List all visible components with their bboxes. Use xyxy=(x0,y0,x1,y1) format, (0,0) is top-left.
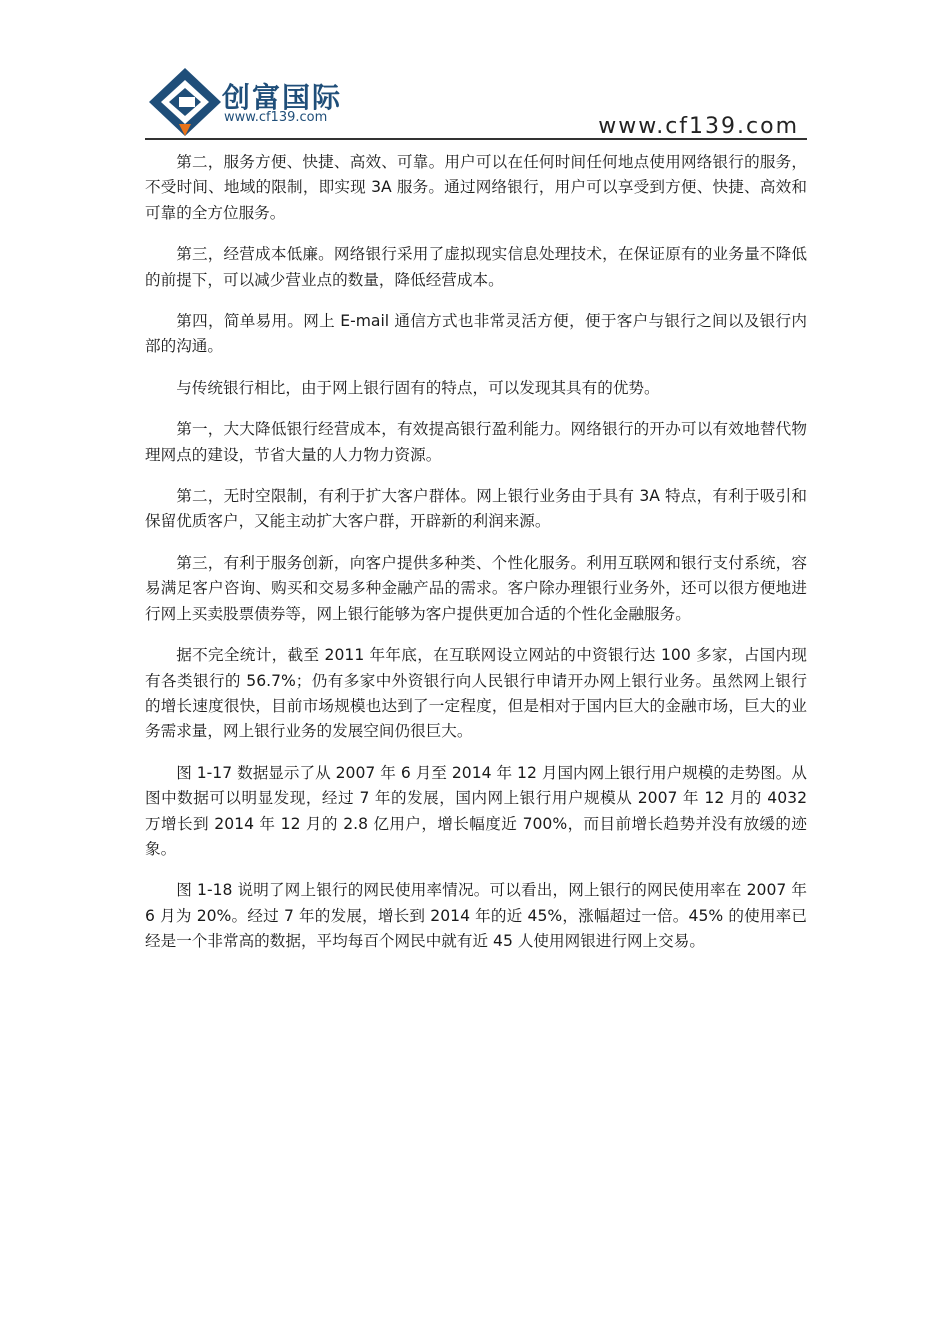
document-body xyxy=(145,150,807,971)
paragraph: 第一，大大降低银行经营成本，有效提高银行盈利能力。网络银行的开办可以有效地替代物理网点的建设，节省大量的人力物力资源。 xyxy=(145,420,807,464)
company-logo-icon xyxy=(145,64,225,140)
page-header xyxy=(145,64,807,140)
paragraph: 图 1-17 数据显示了从 2007 年 6 月至 2014 年 12 月国内网上银行用户规模的走势图。从图中数据可以明显发现，经过 7 年的发展，国内网上银行用户规模从 2007 年 12 月的 4032 万增长到 2014 年 12 月的 2.8 亿用户，增长幅度近 700%，而目前增长趋势并没有放缓的迹象。 xyxy=(145,763,807,858)
paragraph: 图 1-18 说明了网上银行的网民使用率情况。可以看出，网上银行的网民使用率在 2007 年 6 月为 20%。经过 7 年的发展，增长到 2014 年的近 45%，涨幅超过一倍。45% 的使用率已经是一个非常高的数据，平均每百个网民中就有近 45 人使用网银进行网上交易。 xyxy=(145,881,807,951)
paragraph: 第三，经营成本低廉。网络银行采用了虚拟现实信息处理技术，在保证原有的业务量不降低的前提下，可以减少营业点的数量，降低经营成本。 xyxy=(145,245,807,289)
paragraph: 第三，有利于服务创新，向客户提供多种类、个性化服务。利用互联网和银行支付系统，容易满足客户咨询、购买和交易多种金融产品的需求。客户除办理银行业务外，还可以很方便地进行网上买卖股票债券等，网上银行能够为客户提供更加合适的个性化金融服务。 xyxy=(145,553,807,623)
paragraph: 第四，简单易用。网上 E-mail 通信方式也非常灵活方便，便于客户与银行之间以及银行内部的沟通。 xyxy=(145,312,807,356)
brand-url: www.cf139.com xyxy=(224,110,328,125)
header-divider xyxy=(145,138,807,140)
paragraph: 据不完全统计，截至 2011 年年底，在互联网设立网站的中资银行达 100 多家，占国内现有各类银行的 56.7%；仍有多家中外资银行向人民银行申请开办网上银行业务。虽然网上银行的增长速度很快，目前市场规模也达到了一定程度，但是相对于国内巨大的金融市场，巨大的业务需求量，网上银行业务的发展空间仍很巨大。 xyxy=(145,646,807,741)
paragraph: 第二，服务方便、快捷、高效、可靠。用户可以在任何时间任何地点使用网络银行的服务，不受时间、地域的限制，即实现 3A 服务。通过网络银行，用户可以享受到方便、快捷、高效和可靠的全方位服务。 xyxy=(145,153,807,222)
site-url: www.cf139.com xyxy=(598,114,799,139)
paragraph: 第二，无时空限制，有利于扩大客户群体。网上银行业务由于具有 3A 特点，有利于吸引和保留优质客户，又能主动扩大客户群，开辟新的利润来源。 xyxy=(145,487,807,531)
brand-name: 创富国际 xyxy=(222,81,343,114)
paragraph: 与传统银行相比，由于网上银行固有的特点，可以发现其具有的优势。 xyxy=(176,378,660,397)
